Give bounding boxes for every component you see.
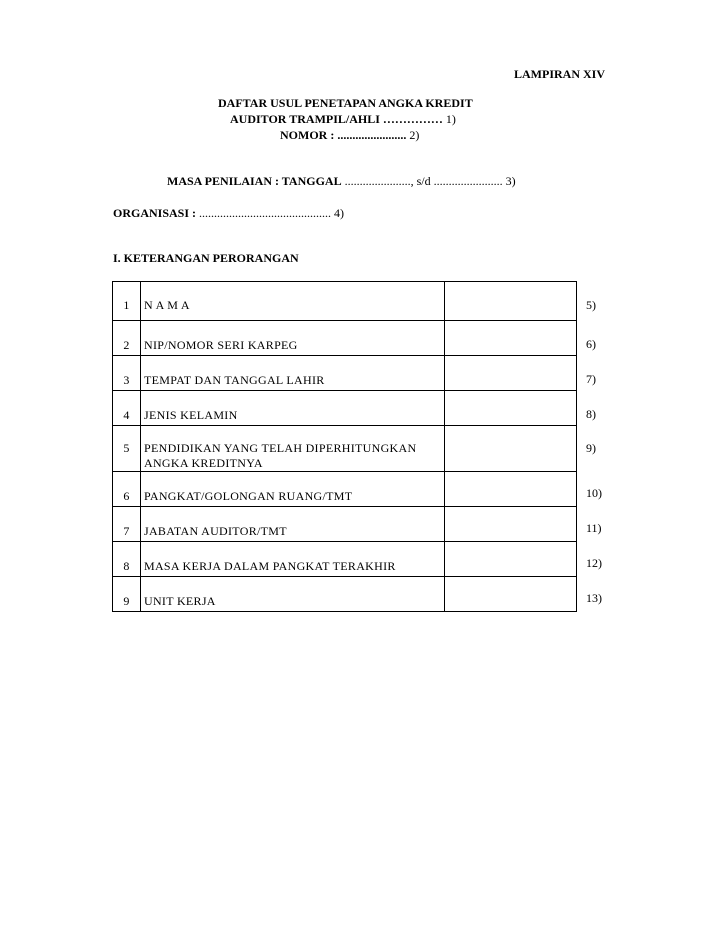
row-value-field[interactable] <box>445 542 577 577</box>
organization <box>113 206 344 221</box>
row-footnote: 9) <box>586 441 596 455</box>
attachment-label: LAMPIRAN XIV <box>514 67 605 81</box>
row-footnote: 6) <box>586 337 596 351</box>
row-value-field[interactable] <box>445 391 577 426</box>
row-label: MASA KERJA DALAM PANGKAT TERAKHIR <box>141 542 445 577</box>
row-label: JABATAN AUDITOR/TMT <box>141 507 445 542</box>
organization-value: ............................................ 4) <box>199 206 345 220</box>
row-number: 8 <box>113 542 141 577</box>
row-footnote: 12) <box>586 556 602 570</box>
table-row <box>113 282 577 321</box>
assessment-period-label: MASA PENILAIAN : TANGGAL <box>167 174 342 188</box>
section-title: I. KETERANGAN PERORANGAN <box>113 251 299 265</box>
row-number: 2 <box>113 321 141 356</box>
row-footnote: 10) <box>586 486 602 500</box>
assessment-period <box>167 174 516 189</box>
table-row <box>113 426 577 472</box>
row-footnote: 13) <box>586 591 602 605</box>
row-number: 9 <box>113 577 141 612</box>
table-row <box>113 542 577 577</box>
row-value-field[interactable] <box>445 472 577 507</box>
row-footnote: 7) <box>586 372 596 386</box>
table-row <box>113 507 577 542</box>
table-row <box>113 472 577 507</box>
row-footnote: 11) <box>586 521 602 535</box>
document-title-line1: DAFTAR USUL PENETAPAN ANGKA KREDIT <box>218 96 473 110</box>
row-number: 3 <box>113 356 141 391</box>
document-number-line <box>280 128 419 143</box>
row-footnote: 8) <box>586 407 596 421</box>
row-label: JENIS KELAMIN <box>141 391 445 426</box>
document-title-line2 <box>230 112 456 127</box>
row-value-field[interactable] <box>445 507 577 542</box>
table-row <box>113 356 577 391</box>
personal-info-table <box>112 281 577 612</box>
number-note: 2) <box>406 128 420 142</box>
row-value-field[interactable] <box>445 577 577 612</box>
row-value-field[interactable] <box>445 282 577 321</box>
title-line2-text: AUDITOR TRAMPIL/AHLI …………… <box>230 112 443 126</box>
assessment-period-value: ......................, s/d ....................... 3) <box>341 174 516 188</box>
row-label: NIP/NOMOR SERI KARPEG <box>141 321 445 356</box>
row-number: 7 <box>113 507 141 542</box>
number-text: NOMOR : ....................... <box>280 128 407 142</box>
row-value-field[interactable] <box>445 321 577 356</box>
row-number: 5 <box>113 426 141 472</box>
table-row <box>113 321 577 356</box>
row-footnote: 5) <box>586 298 596 312</box>
row-label: UNIT KERJA <box>141 577 445 612</box>
table-row <box>113 577 577 612</box>
row-value-field[interactable] <box>445 356 577 391</box>
row-label: N A M A <box>141 282 445 321</box>
row-number: 1 <box>113 282 141 321</box>
row-number: 4 <box>113 391 141 426</box>
row-number: 6 <box>113 472 141 507</box>
row-label: TEMPAT DAN TANGGAL LAHIR <box>141 356 445 391</box>
organization-label: ORGANISASI : <box>113 206 200 220</box>
row-label: PANGKAT/GOLONGAN RUANG/TMT <box>141 472 445 507</box>
row-label: PENDIDIKAN YANG TELAH DIPERHITUNGKAN ANGKA KREDITNYA <box>141 426 445 472</box>
title-line2-note: 1) <box>442 112 456 126</box>
row-value-field[interactable] <box>445 426 577 472</box>
table-row <box>113 391 577 426</box>
